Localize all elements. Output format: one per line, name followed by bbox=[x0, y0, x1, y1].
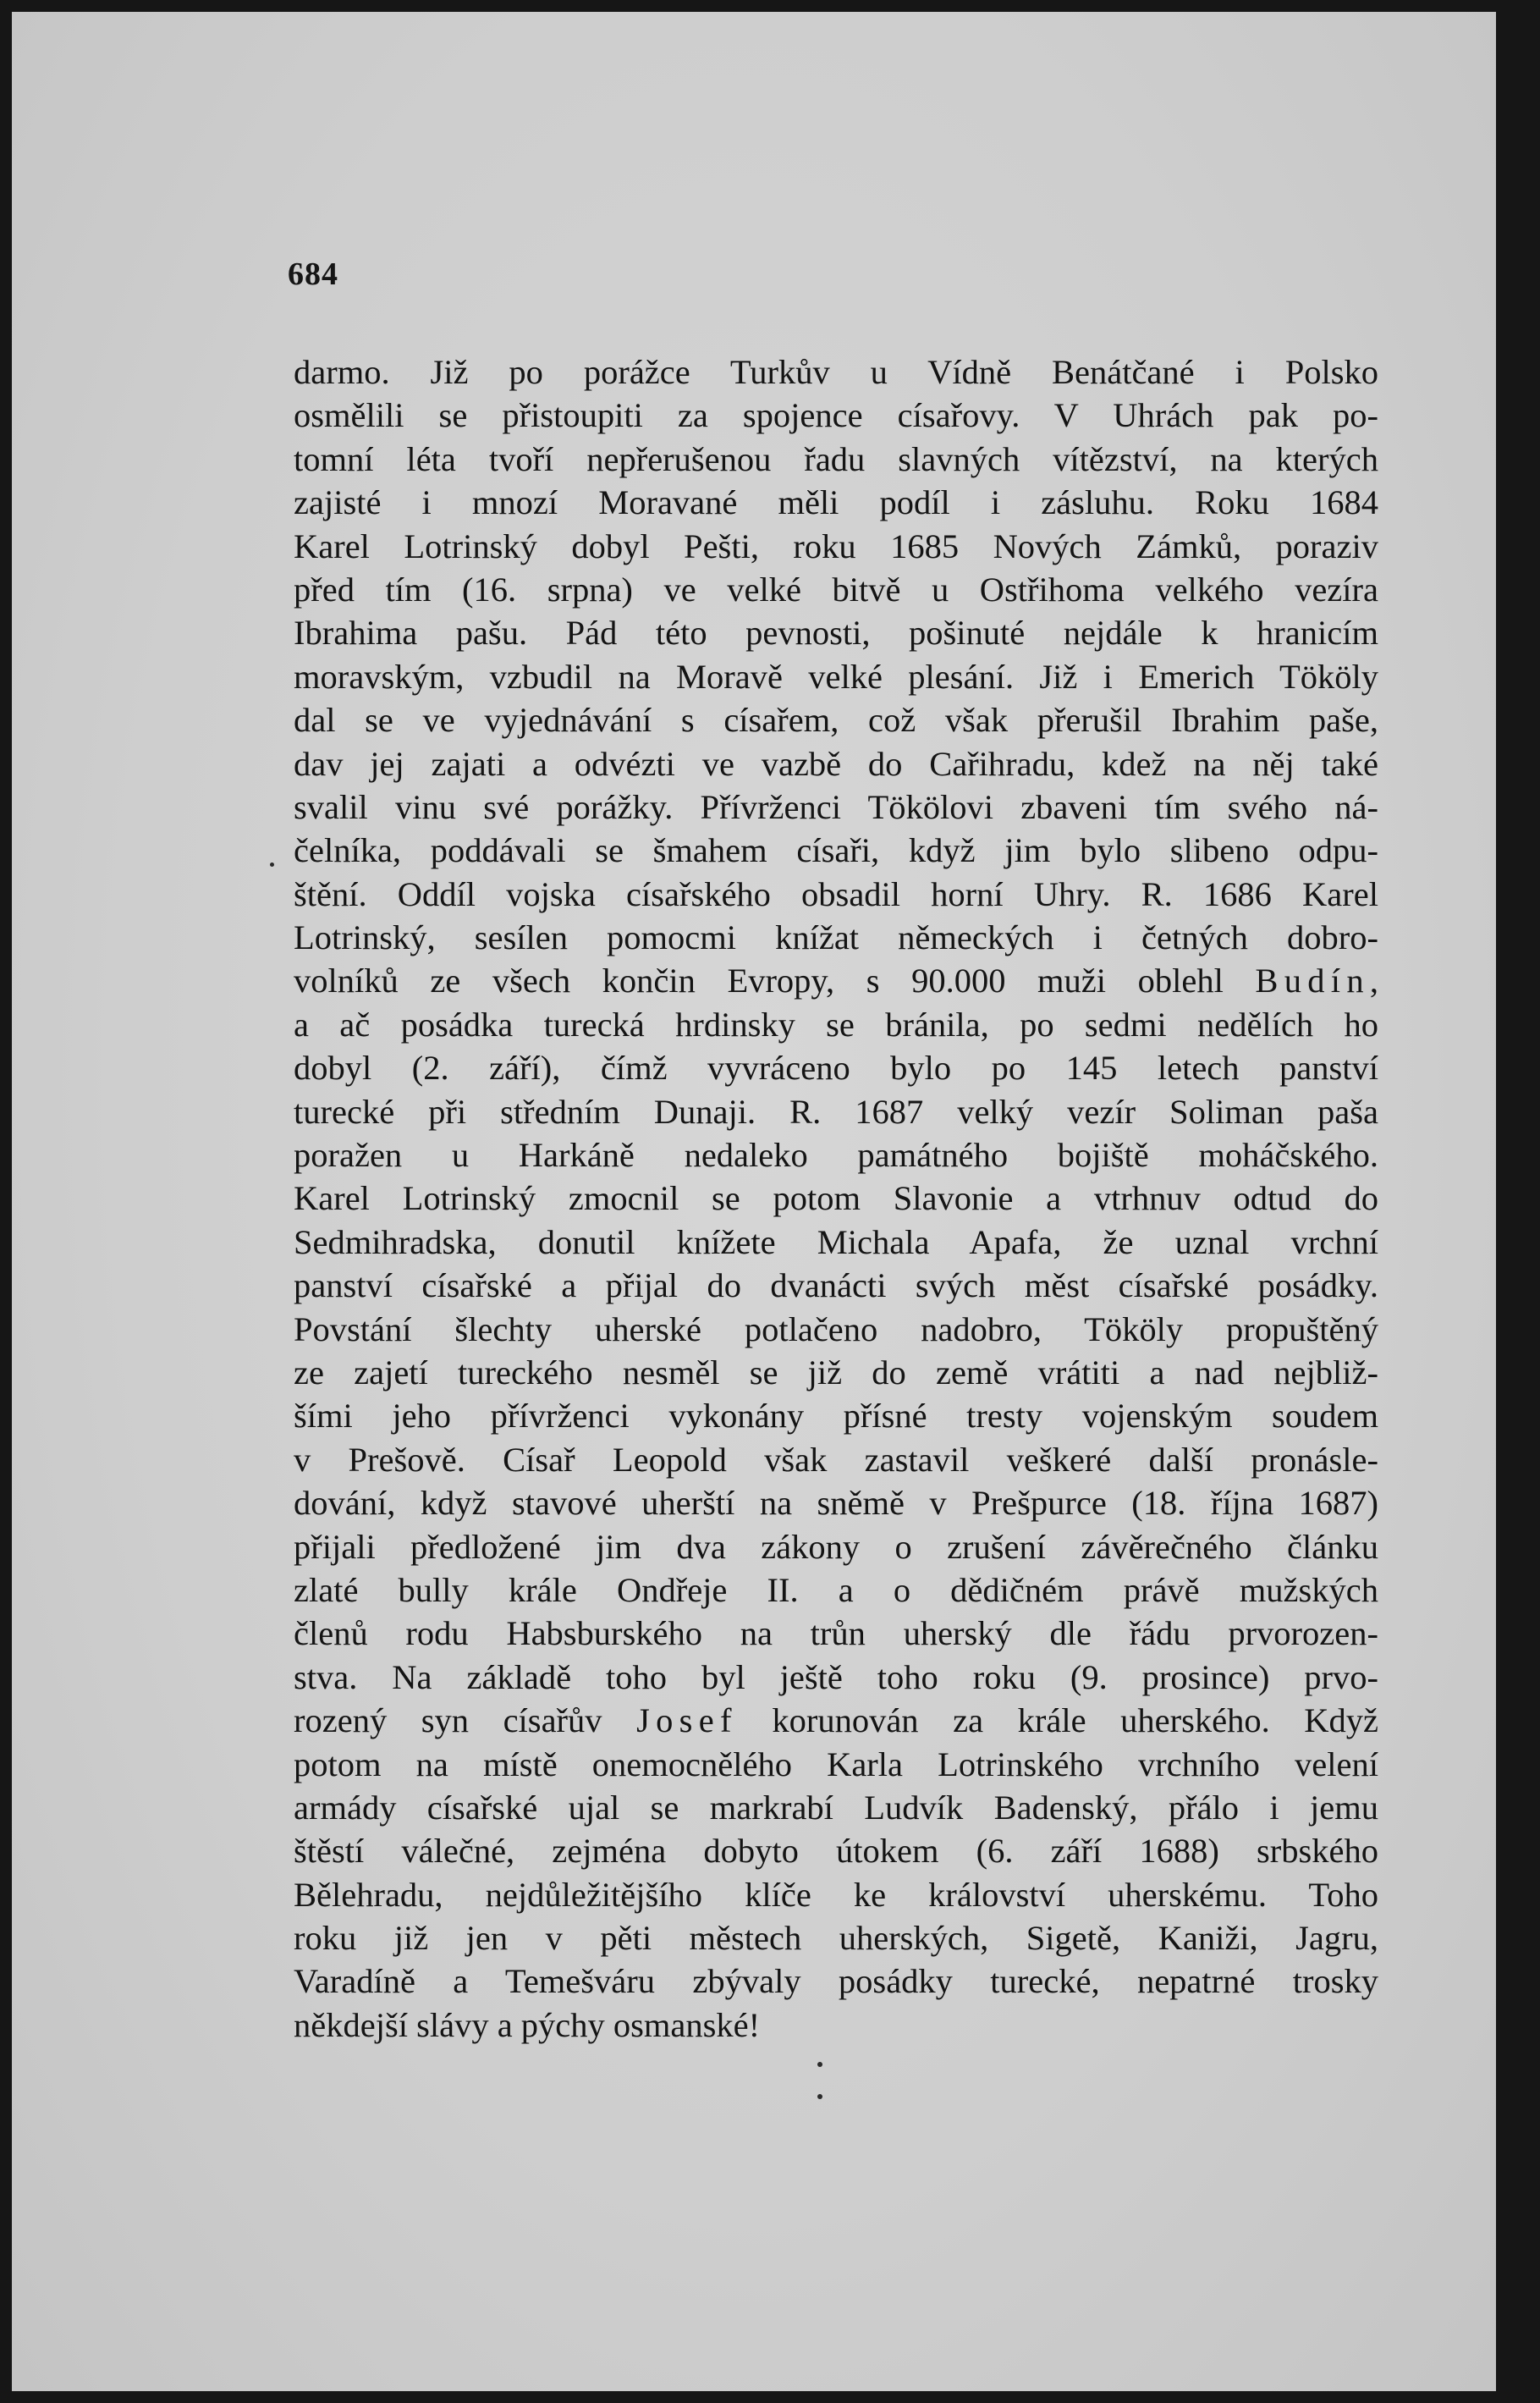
text-segment: Karel Lotrinský dobyl Pešti, roku 1685 Nových Zámků, poraziv bbox=[294, 526, 1378, 565]
text-line bbox=[294, 1656, 1378, 1699]
text-line bbox=[294, 1438, 1378, 1481]
text-segment: Lotrinský, sesílen pomocmi knížat německých i četných dobro- bbox=[294, 918, 1378, 957]
text-line bbox=[294, 1612, 1378, 1655]
text-segment: přijali předložené jim dva zákony o zrušení závěrečného článku bbox=[294, 1527, 1378, 1566]
text-segment: armády císařské ujal se markrabí Ludvík Badenský, přálo i jemu bbox=[294, 1788, 1378, 1827]
text-segment: dování, když stavové uherští na sněmě v Prešpurce (18. října 1687) bbox=[294, 1484, 1378, 1523]
text-line bbox=[294, 1046, 1378, 1089]
text-segment: Sedmihradska, donutil knížete Michala Apafa, že uznal vrchní bbox=[294, 1222, 1378, 1261]
text-line bbox=[294, 1873, 1378, 1916]
text-segment: Povstání šlechty uherské potlačeno nadobro, Tököly propuštěný bbox=[294, 1309, 1378, 1348]
text-line bbox=[294, 1525, 1378, 1568]
text-line bbox=[294, 1003, 1378, 1046]
text-line bbox=[294, 438, 1378, 481]
text-line bbox=[294, 1264, 1378, 1307]
text-line bbox=[294, 959, 1378, 1002]
text-segment: dav jej zajati a odvézti ve vazbě do Cařihradu, kdež na něj také bbox=[294, 744, 1378, 783]
text-segment: stva. Na základě toho byl ještě toho roku (9. prosince) prvo- bbox=[294, 1657, 1378, 1696]
text-line bbox=[294, 916, 1378, 959]
text-line bbox=[294, 742, 1378, 785]
text-segment: potom na místě onemocnělého Karla Lotrinského vrchního velení bbox=[294, 1744, 1378, 1783]
body-text bbox=[294, 350, 1378, 2047]
text-line bbox=[294, 1959, 1378, 2003]
text-segment: čelníka, poddávali se šmahem císaři, když jim bylo slibeno odpu- bbox=[294, 831, 1378, 870]
end-mark-dot bbox=[817, 2094, 822, 2099]
text-line bbox=[294, 698, 1378, 741]
text-line bbox=[294, 1221, 1378, 1264]
text-segment: Karel Lotrinský zmocnil se potom Slavonie a vtrhnuv odtud do bbox=[294, 1179, 1378, 1218]
text-line bbox=[294, 1308, 1378, 1351]
text-line bbox=[294, 1568, 1378, 1612]
text-segment: šími jeho přívrženci vykonány přísné tresty vojenským soudem bbox=[294, 1397, 1378, 1436]
text-segment: Varadíně a Temešváru zbývaly posádky turecké, nepatrné trosky bbox=[294, 1962, 1378, 2001]
text-line bbox=[294, 1699, 1378, 1742]
text-line bbox=[294, 1743, 1378, 1786]
text-line bbox=[294, 350, 1378, 394]
text-segment: turecké při středním Dunaji. R. 1687 velký vezír Soliman paša bbox=[294, 1092, 1378, 1131]
text-segment: osmělili se přistoupiti za spojence císařovy. V Uhrách pak po- bbox=[294, 396, 1378, 435]
page-number: 684 bbox=[288, 256, 338, 292]
text-segment: svalil vinu své porážky. Přívrženci Tökölovi zbaveni tím svého ná- bbox=[294, 787, 1378, 826]
text-line bbox=[294, 1351, 1378, 1394]
text-line bbox=[294, 873, 1378, 916]
text-segment: , bbox=[1369, 962, 1378, 1000]
text-segment: panství císařské a přijal do dvanácti svých měst císařské posádky. bbox=[294, 1266, 1378, 1305]
text-segment: dal se ve vyjednávání s císařem, což však přerušil Ibrahim paše, bbox=[294, 701, 1378, 740]
text-line bbox=[294, 1133, 1378, 1177]
text-line bbox=[294, 1090, 1378, 1133]
book-page bbox=[12, 12, 1496, 2391]
text-segment: darmo. Již po porážce Turkův u Vídně Benátčané i Polsko bbox=[294, 353, 1378, 391]
end-mark-dot bbox=[817, 2062, 822, 2067]
text-segment: poražen u Harkáně nedaleko památného bojiště moháčského. bbox=[294, 1136, 1378, 1175]
text-line bbox=[294, 525, 1378, 568]
text-line bbox=[294, 1394, 1378, 1437]
text-segment: zlaté bully krále Ondřeje II. a o dědičném právě mužských bbox=[294, 1570, 1378, 1609]
text-segment: štění. Oddíl vojska císařského obsadil horní Uhry. R. 1686 Karel bbox=[294, 874, 1378, 913]
text-segment: v Prešově. Císař Leopold však zastavil veškeré další pronásle- bbox=[294, 1440, 1378, 1479]
text-line bbox=[294, 611, 1378, 654]
text-line bbox=[294, 1481, 1378, 1524]
text-line bbox=[294, 568, 1378, 611]
text-line bbox=[294, 785, 1378, 829]
text-segment: roku již jen v pěti městech uherských, Sigetě, Kaniži, Jagru, bbox=[294, 1919, 1378, 1958]
text-segment: Ibrahima pašu. Pád této pevnosti, pošinuté nejdále k hranicím bbox=[294, 614, 1378, 653]
text-line bbox=[294, 1177, 1378, 1220]
text-segment: ze zajetí tureckého nesměl se již do země vrátiti a nad nejbliž- bbox=[294, 1353, 1378, 1392]
text-segment: moravským, vzbudil na Moravě velké plesání. Již i Emerich Tököly bbox=[294, 657, 1378, 696]
text-segment: korunován za krále uherského. Když bbox=[737, 1701, 1378, 1740]
text-segment: někdejší slávy a pýchy osmanské! bbox=[294, 2005, 761, 2044]
text-segment: dobyl (2. září), čímž vyvráceno bylo po 145 letech panství bbox=[294, 1049, 1378, 1088]
text-segment: Bělehradu, nejdůležitějšího klíče ke království uherskému. Toho bbox=[294, 1875, 1378, 1914]
text-line bbox=[294, 394, 1378, 437]
emphasized-name: Josef bbox=[636, 1701, 738, 1740]
text-line bbox=[294, 829, 1378, 872]
emphasized-name: Budín bbox=[1255, 962, 1370, 1000]
text-segment: rozený syn císařův bbox=[294, 1701, 637, 1740]
text-line bbox=[294, 481, 1378, 524]
text-segment: tomní léta tvoří nepřerušenou řadu slavných vítězství, na kterých bbox=[294, 439, 1378, 478]
text-segment: volníků ze všech končin Evropy, s 90.000 muži oblehl bbox=[294, 962, 1256, 1000]
text-line bbox=[294, 2003, 1378, 2047]
text-segment: a ač posádka turecká hrdinsky se bránila, po sedmi nedělích ho bbox=[294, 1005, 1378, 1044]
text-segment: zajisté i mnozí Moravané měli podíl i zásluhu. Roku 1684 bbox=[294, 483, 1378, 522]
text-segment: štěstí válečné, zejména dobyto útokem (6. září 1688) srbského bbox=[294, 1832, 1378, 1871]
text-line bbox=[294, 655, 1378, 698]
text-line bbox=[294, 1829, 1378, 1872]
text-segment: členů rodu Habsburského na trůn uherský dle řádu prvorozen- bbox=[294, 1614, 1378, 1653]
text-line bbox=[294, 1916, 1378, 1959]
text-line bbox=[294, 1786, 1378, 1829]
margin-mark bbox=[270, 863, 274, 867]
text-segment: před tím (16. srpna) ve velké bitvě u Ostřihoma velkého vezíra bbox=[294, 570, 1378, 609]
